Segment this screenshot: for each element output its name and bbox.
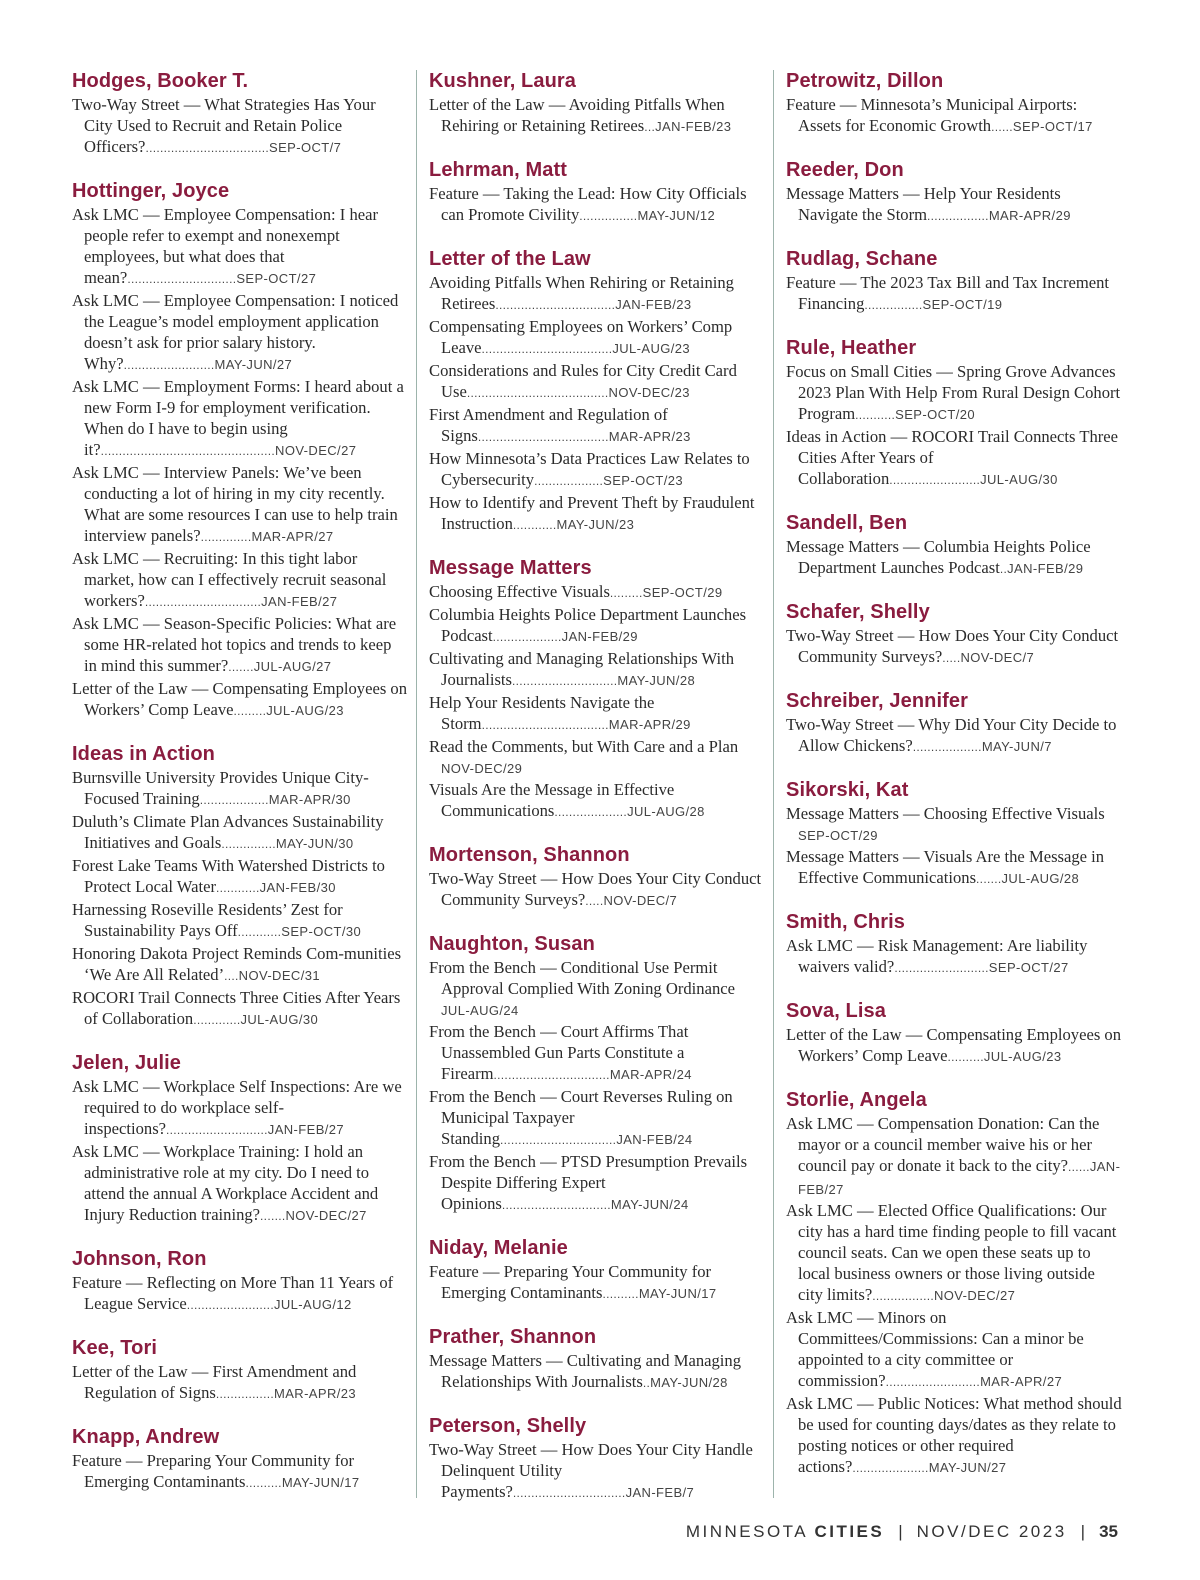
magazine-name: MINNESOTA CITIES xyxy=(685,1522,885,1541)
issue-page-ref: NOV-DEC/27 xyxy=(285,1208,367,1223)
issue-page-ref: NOV-DEC/31 xyxy=(238,968,320,983)
article-item xyxy=(429,604,765,648)
article-item xyxy=(786,361,1122,426)
dot-leader: .......... xyxy=(245,1476,282,1490)
index-entry xyxy=(429,555,765,823)
article-title: Avoiding Pitfalls When Rehiring or Retaining Retirees xyxy=(429,273,734,313)
dot-leader: ..... xyxy=(585,894,604,908)
index-entry xyxy=(72,1050,408,1227)
article-title: Feature — The 2023 Tax Bill and Tax Increment Financing xyxy=(786,273,1110,313)
index-entry xyxy=(429,842,765,912)
article-title: Ask LMC — Elected Office Qualifications: Our city has a hard time finding people to fill vacant council seats. Can we open these seats up to local business owners or those living outside city limits? xyxy=(786,1201,1117,1304)
issue-page-ref: NOV-DEC/27 xyxy=(275,443,357,458)
issue-page-ref: NOV-DEC/27 xyxy=(933,1288,1016,1303)
issue-page-ref: JAN-FEB/24 xyxy=(616,1132,693,1147)
issue-page-ref: JUL-AUG/28 xyxy=(627,804,705,819)
issue-page-ref: JUL-AUG/24 xyxy=(441,1003,519,1018)
article-title: Two-Way Street — Why Did Your City Decide to Allow Chickens? xyxy=(786,715,1117,755)
dot-leader: .............................. xyxy=(501,1198,611,1212)
entry-heading: Reeder, Don xyxy=(786,159,904,181)
article-title: Feature — Reflecting on More Than 11 Years of League Service xyxy=(72,1273,394,1313)
issue-page-ref: SEP-OCT/19 xyxy=(922,297,1003,312)
entry-heading: Message Matters xyxy=(429,557,592,579)
issue-page-ref: JUL-AUG/23 xyxy=(612,341,691,356)
article-item xyxy=(429,183,765,227)
page-number: 35 xyxy=(1099,1522,1118,1541)
article-title: Read the Comments, but With Care and a Plan xyxy=(429,737,739,756)
dot-leader: ................... xyxy=(534,474,604,488)
entry-heading: Kee, Tori xyxy=(72,1337,157,1359)
column-divider xyxy=(773,70,774,1498)
article-item xyxy=(72,678,408,722)
index-entry xyxy=(429,1324,765,1394)
index-entry xyxy=(786,1087,1122,1479)
dot-leader: .............. xyxy=(200,530,252,544)
dot-leader: .. xyxy=(999,562,1008,576)
article-item xyxy=(72,899,408,943)
index-entry xyxy=(429,931,765,1216)
index-column-3 xyxy=(786,68,1122,1498)
entry-heading: Schafer, Shelly xyxy=(786,601,930,623)
index-entry xyxy=(786,246,1122,316)
article-item xyxy=(786,1113,1122,1200)
issue-page-ref: MAY-JUN/17 xyxy=(638,1286,717,1301)
index-entry xyxy=(786,688,1122,758)
article-title: Focus on Small Cities — Spring Grove Advances 2023 Plan With Help From Rural Design Cohort Program xyxy=(786,362,1121,423)
article-title: Ask LMC — Employment Forms: I heard about a new Form I-9 for employment verification. When do I have to begin using it? xyxy=(72,377,404,459)
article-title: Message Matters — Columbia Heights Police Department Launches Podcast xyxy=(786,537,1091,577)
article-title: Ask LMC — Interview Panels: We’ve been conducting a lot of hiring in my city recently. What are some resources I can use to help train interview panels? xyxy=(72,463,398,545)
dot-leader: ... xyxy=(644,120,656,134)
issue-page-ref: JUL-AUG/23 xyxy=(266,703,344,718)
article-item xyxy=(786,714,1122,758)
issue-page-ref: MAR-APR/27 xyxy=(251,529,334,544)
issue-page-ref: SEP-OCT/29 xyxy=(642,585,723,600)
dot-leader: ................................. xyxy=(495,298,616,312)
entry-heading: Naughton, Susan xyxy=(429,933,595,955)
article-title: Message Matters — Help Your Residents Navigate the Storm xyxy=(786,184,1061,224)
column-divider xyxy=(416,70,417,1498)
dot-leader: .......................... xyxy=(885,1375,981,1389)
issue-page-ref: JAN-FEB/23 xyxy=(615,297,692,312)
article-item xyxy=(786,846,1122,890)
dot-leader: ............................... xyxy=(512,1486,626,1500)
index-entry xyxy=(429,68,765,138)
index-entry xyxy=(72,741,408,1031)
dot-leader: ........................ xyxy=(186,1298,274,1312)
article-item xyxy=(429,581,765,604)
entry-heading: Hodges, Booker T. xyxy=(72,70,249,92)
index-entry xyxy=(786,909,1122,979)
dot-leader: ................................ xyxy=(144,595,262,609)
dot-leader: ............ xyxy=(237,925,282,939)
article-title: Ask LMC — Workplace Self Inspections: Are we required to do workplace self-inspections? xyxy=(72,1077,402,1138)
issue-page-ref: JUL-AUG/27 xyxy=(253,659,332,674)
article-title: Ask LMC — Public Notices: What method should be used for counting days/dates as they relate to posting notices or other required actions? xyxy=(786,1394,1122,1476)
issue-page-ref: NOV-DEC/29 xyxy=(441,761,523,776)
article-title: Ask LMC — Employee Compensation: I hear people refer to exempt and nonexempt employees, but what does that mean? xyxy=(72,205,379,287)
issue-page-ref: JAN-FEB/7 xyxy=(625,1485,695,1500)
article-item xyxy=(786,935,1122,979)
article-item xyxy=(429,957,765,1021)
article-item xyxy=(72,811,408,855)
article-item xyxy=(429,868,765,912)
article-item xyxy=(72,1361,408,1405)
article-item xyxy=(786,1307,1122,1393)
issue-page-ref: JUL-AUG/30 xyxy=(980,472,1058,487)
index-entry xyxy=(429,1413,765,1504)
issue-page-ref: SEP-OCT/17 xyxy=(1012,119,1093,134)
index-entry xyxy=(72,1246,408,1316)
article-item xyxy=(429,492,765,536)
article-item xyxy=(72,987,408,1031)
article-title: How to Identify and Prevent Theft by Fraudulent Instruction xyxy=(429,493,755,533)
article-title: Ask LMC — Risk Management: Are liability waivers valid? xyxy=(786,936,1088,976)
entry-heading: Petrowitz, Dillon xyxy=(786,70,944,92)
issue-page-ref: JAN-FEB/27 xyxy=(267,1122,345,1137)
dot-leader: .................... xyxy=(554,805,628,819)
article-title: Columbia Heights Police Department Launches Podcast xyxy=(429,605,747,645)
dot-leader: ................... xyxy=(492,630,562,644)
article-item xyxy=(72,548,408,613)
index-column-2 xyxy=(429,68,765,1523)
entry-heading: Ideas in Action xyxy=(72,743,216,765)
dot-leader: ................................ xyxy=(500,1133,617,1147)
entry-heading: Niday, Melanie xyxy=(429,1237,568,1259)
article-item xyxy=(429,360,765,404)
issue-page-ref: JUL-AUG/28 xyxy=(1001,871,1080,886)
issue-page-ref: JAN-FEB/23 xyxy=(655,119,732,134)
article-item xyxy=(72,1076,408,1141)
issue-page-ref: SEP-OCT/20 xyxy=(895,407,975,422)
entry-heading: Letter of the Law xyxy=(429,248,591,270)
dot-leader: ........... xyxy=(855,408,896,422)
article-title: Message Matters — Visuals Are the Message in Effective Communications xyxy=(786,847,1105,887)
article-title: From the Bench — Conditional Use Permit Approval Complied With Zoning Ordinance xyxy=(429,958,735,998)
article-title: Feature — Minnesota’s Municipal Airports: Assets for Economic Growth xyxy=(786,95,1078,135)
article-item xyxy=(429,779,765,823)
entry-heading: Hottinger, Joyce xyxy=(72,180,230,202)
article-item xyxy=(786,1024,1122,1068)
article-item xyxy=(72,1272,408,1316)
article-item xyxy=(786,1393,1122,1479)
article-item xyxy=(72,613,408,678)
dot-leader: ............................. xyxy=(512,674,618,688)
index-entry xyxy=(72,178,408,722)
article-item xyxy=(786,625,1122,669)
issue-page-ref: MAR-APR/23 xyxy=(608,429,691,444)
index-entry xyxy=(786,157,1122,227)
dot-leader: ..... xyxy=(942,651,961,665)
index-entry xyxy=(429,157,765,227)
entry-heading: Rule, Heather xyxy=(786,337,917,359)
issue-page-ref: MAY-JUN/28 xyxy=(617,673,696,688)
dot-leader: ...... xyxy=(1068,1160,1090,1174)
dot-leader: ......... xyxy=(609,586,643,600)
dot-leader: ............ xyxy=(512,518,557,532)
article-item xyxy=(429,316,765,360)
footer-separator: | xyxy=(1080,1522,1086,1541)
entry-heading: Prather, Shannon xyxy=(429,1326,597,1348)
article-item xyxy=(786,536,1122,580)
index-entry xyxy=(72,1335,408,1405)
issue-page-ref: MAR-APR/30 xyxy=(268,792,351,807)
issue-page-ref: MAR-APR/24 xyxy=(609,1067,692,1082)
dot-leader: .................................... xyxy=(481,342,613,356)
article-item xyxy=(429,1021,765,1086)
dot-leader: ....................................... xyxy=(466,386,609,400)
article-item xyxy=(72,1141,408,1227)
article-item xyxy=(72,290,408,376)
article-item xyxy=(72,767,408,811)
article-title: Cultivating and Managing Relationships With Journalists xyxy=(429,649,735,689)
issue-page-ref: MAR-APR/29 xyxy=(608,717,691,732)
issue-page-ref: JUL-AUG/23 xyxy=(983,1049,1062,1064)
article-title: Compensating Employees on Workers’ Comp Leave xyxy=(429,317,733,357)
dot-leader: ......................... xyxy=(123,358,215,372)
article-title: Forest Lake Teams With Watershed Districts to Protect Local Water xyxy=(72,856,385,896)
article-title: From the Bench — PTSD Presumption Prevails Despite Differing Expert Opinions xyxy=(429,1152,748,1213)
dot-leader: ................................ xyxy=(493,1068,610,1082)
article-title: Ask LMC — Compensation Donation: Can the mayor or a council member waive his or her council pay or donate it back to the city? xyxy=(786,1114,1100,1175)
dot-leader: ................ xyxy=(215,1387,274,1401)
article-item xyxy=(72,1450,408,1494)
dot-leader: .......... xyxy=(947,1050,984,1064)
issue-page-ref: SEP-OCT/27 xyxy=(236,271,317,286)
article-title: Letter of the Law — First Amendment and Regulation of Signs xyxy=(72,1362,357,1402)
index-column-1 xyxy=(72,68,408,1513)
article-item xyxy=(429,1151,765,1216)
article-item xyxy=(786,183,1122,227)
dot-leader: ................. xyxy=(927,209,989,223)
dot-leader: .................................... xyxy=(477,430,609,444)
entry-heading: Sikorski, Kat xyxy=(786,779,909,801)
article-item xyxy=(429,448,765,492)
article-title: Duluth’s Climate Plan Advances Sustainability Initiatives and Goals xyxy=(72,812,384,852)
issue-date: NOV/DEC 2023 xyxy=(916,1522,1067,1541)
article-title: Honoring Dakota Project Reminds Com-munities ‘We Are All Related’ xyxy=(72,944,402,984)
issue-page-ref: JAN-FEB/27 xyxy=(798,1159,1121,1197)
article-title: Harnessing Roseville Residents’ Zest for Sustainability Pays Off xyxy=(72,900,343,940)
dot-leader: .............................. xyxy=(127,272,237,286)
issue-page-ref: SEP-OCT/30 xyxy=(281,924,362,939)
dot-leader: .... xyxy=(224,969,239,983)
article-item xyxy=(786,94,1122,138)
article-item xyxy=(429,736,765,779)
issue-page-ref: MAY-JUN/30 xyxy=(275,836,354,851)
issue-page-ref: MAY-JUN/28 xyxy=(650,1375,728,1390)
issue-page-ref: MAR-APR/27 xyxy=(980,1374,1063,1389)
article-title: Two-Way Street — How Does Your City Conduct Community Surveys? xyxy=(429,869,762,909)
issue-page-ref: JAN-FEB/29 xyxy=(561,629,638,644)
issue-page-ref: NOV-DEC/7 xyxy=(960,650,1035,665)
article-item xyxy=(429,1261,765,1305)
article-title: Choosing Effective Visuals xyxy=(429,582,610,601)
dot-leader: ............................ xyxy=(166,1123,268,1137)
issue-page-ref: SEP-OCT/23 xyxy=(603,473,683,488)
entry-heading: Schreiber, Jennifer xyxy=(786,690,968,712)
dot-leader: .................................. xyxy=(145,141,269,155)
article-item xyxy=(72,204,408,290)
entry-heading: Storlie, Angela xyxy=(786,1089,927,1111)
article-title: Feature — Taking the Lead: How City Officials can Promote Civility xyxy=(429,184,747,224)
issue-page-ref: MAY-JUN/12 xyxy=(637,208,716,223)
entry-heading: Rudlag, Schane xyxy=(786,248,938,270)
footer-separator: | xyxy=(898,1522,903,1541)
article-item xyxy=(429,1439,765,1504)
article-item xyxy=(72,94,408,159)
issue-page-ref: JUL-AUG/30 xyxy=(240,1012,319,1027)
article-title: Two-Way Street — How Does Your City Handle Delinquent Utility Payments? xyxy=(429,1440,753,1501)
dot-leader: ......................... xyxy=(889,473,981,487)
dot-leader: ............... xyxy=(221,837,276,851)
index-entry xyxy=(786,510,1122,580)
article-item xyxy=(429,404,765,448)
issue-page-ref: SEP-OCT/7 xyxy=(269,140,342,155)
issue-page-ref: JAN-FEB/29 xyxy=(1007,561,1084,576)
article-item xyxy=(429,272,765,316)
article-item xyxy=(72,943,408,987)
issue-page-ref: MAR-APR/23 xyxy=(273,1386,357,1401)
index-entry xyxy=(786,998,1122,1068)
dot-leader: ...... xyxy=(991,120,1013,134)
issue-page-ref: MAY-JUN/7 xyxy=(981,739,1052,754)
issue-page-ref: MAY-JUN/17 xyxy=(281,1475,360,1490)
article-item xyxy=(786,1200,1122,1307)
article-item xyxy=(429,1350,765,1394)
issue-page-ref: JAN-FEB/30 xyxy=(259,880,336,895)
article-title: Feature — Preparing Your Community for Emerging Contaminants xyxy=(72,1451,355,1491)
article-item xyxy=(786,803,1122,846)
dot-leader: ....... xyxy=(976,872,1002,886)
article-title: Ask LMC — Workplace Training: I hold an administrative role at my city. Do I need to attend the annual A Workplace Accident and Injury Reduction training? xyxy=(72,1142,379,1224)
dot-leader: ................................................ xyxy=(100,444,276,458)
article-item xyxy=(786,272,1122,316)
article-title: Letter of the Law — Compensating Employees on Workers’ Comp Leave xyxy=(72,679,408,719)
issue-page-ref: SEP-OCT/27 xyxy=(988,960,1069,975)
article-title: Considerations and Rules for City Credit Card Use xyxy=(429,361,737,401)
issue-page-ref: MAY-JUN/23 xyxy=(556,517,635,532)
article-title: Ideas in Action — ROCORI Trail Connects Three Cities After Years of Collaboration xyxy=(786,427,1119,488)
issue-page-ref: MAR-APR/29 xyxy=(988,208,1071,223)
index-entry xyxy=(786,599,1122,669)
entry-heading: Peterson, Shelly xyxy=(429,1415,587,1437)
dot-leader: ....... xyxy=(228,660,254,674)
entry-heading: Mortenson, Shannon xyxy=(429,844,630,866)
article-title: From the Bench — Court Reverses Ruling on Municipal Taxpayer Standing xyxy=(429,1087,733,1148)
article-title: Message Matters — Cultivating and Managing Relationships With Journalists xyxy=(429,1351,741,1391)
dot-leader: ................ xyxy=(864,298,923,312)
article-item xyxy=(72,462,408,548)
article-title: How Minnesota’s Data Practices Law Relates to Cybersecurity xyxy=(429,449,750,489)
dot-leader: ................... xyxy=(912,740,982,754)
issue-page-ref: NOV-DEC/7 xyxy=(603,893,678,908)
article-title: Two-Way Street — What Strategies Has Your City Used to Recruit and Retain Police Officers? xyxy=(72,95,376,156)
dot-leader: ..................... xyxy=(852,1461,929,1475)
dot-leader: ......... xyxy=(233,704,267,718)
article-title: Letter of the Law — Compensating Employees on Workers’ Comp Leave xyxy=(786,1025,1122,1065)
dot-leader: ............. xyxy=(193,1013,241,1027)
entry-heading: Smith, Chris xyxy=(786,911,905,933)
entry-heading: Lehrman, Matt xyxy=(429,159,567,181)
article-item xyxy=(429,94,765,138)
issue-page-ref: NOV-DEC/23 xyxy=(608,385,690,400)
entry-heading: Sova, Lisa xyxy=(786,1000,886,1022)
article-item xyxy=(72,376,408,462)
article-title: Burnsville University Provides Unique City-Focused Training xyxy=(72,768,369,808)
entry-heading: Johnson, Ron xyxy=(72,1248,207,1270)
issue-page-ref: SEP-OCT/29 xyxy=(798,828,878,843)
entry-heading: Jelen, Julie xyxy=(72,1052,182,1074)
article-title: From the Bench — Court Affirms That Unassembled Gun Parts Constitute a Firearm xyxy=(429,1022,689,1083)
article-item xyxy=(429,648,765,692)
article-title: Ask LMC — Employee Compensation: I noticed the League’s model employment application doesn’t ask for prior salary history. Why? xyxy=(72,291,399,373)
entry-heading: Kushner, Laura xyxy=(429,70,576,92)
article-item xyxy=(786,426,1122,491)
dot-leader: ....... xyxy=(260,1209,286,1223)
index-entry xyxy=(786,777,1122,890)
entry-heading: Knapp, Andrew xyxy=(72,1426,220,1448)
article-title: First Amendment and Regulation of Signs xyxy=(429,405,668,445)
dot-leader: ................. xyxy=(872,1289,934,1303)
entry-heading: Sandell, Ben xyxy=(786,512,908,534)
index-entry xyxy=(72,1424,408,1494)
article-title: ROCORI Trail Connects Three Cities After Years of Collaboration xyxy=(72,988,401,1028)
index-entry xyxy=(429,1235,765,1305)
index-entry xyxy=(786,335,1122,491)
issue-page-ref: MAY-JUN/27 xyxy=(214,357,293,372)
index-entry xyxy=(786,68,1122,138)
article-title: Two-Way Street — How Does Your City Conduct Community Surveys? xyxy=(786,626,1119,666)
article-title: Message Matters — Choosing Effective Visuals xyxy=(786,804,1105,823)
article-item xyxy=(72,855,408,899)
issue-page-ref: MAY-JUN/24 xyxy=(610,1197,689,1212)
issue-page-ref: JAN-FEB/27 xyxy=(261,594,338,609)
index-entry xyxy=(429,246,765,536)
article-title: Letter of the Law — Avoiding Pitfalls When Rehiring or Retaining Retirees xyxy=(429,95,725,135)
article-title: Visuals Are the Message in Effective Communications xyxy=(429,780,675,820)
issue-page-ref: JUL-AUG/12 xyxy=(273,1297,352,1312)
article-title: Ask LMC — Recruiting: In this tight labor market, how can I effectively recruit seasonal workers? xyxy=(72,549,387,610)
dot-leader: ................... xyxy=(199,793,269,807)
article-title: Ask LMC — Minors on Committees/Commissions: Can a minor be appointed to a city committee or commission? xyxy=(786,1308,1084,1390)
article-item xyxy=(429,692,765,736)
dot-leader: .......................... xyxy=(894,961,989,975)
article-title: Ask LMC — Season-Specific Policies: What are some HR-related hot topics and trends to keep in mind this summer? xyxy=(72,614,397,675)
dot-leader: ................................... xyxy=(481,718,609,732)
dot-leader: ................ xyxy=(579,209,638,223)
article-title: Help Your Residents Navigate the Storm xyxy=(429,693,655,733)
page-footer xyxy=(686,1522,1118,1542)
article-title: Feature — Preparing Your Community for Emerging Contaminants xyxy=(429,1262,712,1302)
index-entry xyxy=(72,68,408,159)
issue-page-ref: MAY-JUN/27 xyxy=(928,1460,1007,1475)
dot-leader: .. xyxy=(642,1376,651,1390)
dot-leader: .......... xyxy=(602,1287,639,1301)
article-item xyxy=(429,1086,765,1151)
dot-leader: ............ xyxy=(215,881,260,895)
